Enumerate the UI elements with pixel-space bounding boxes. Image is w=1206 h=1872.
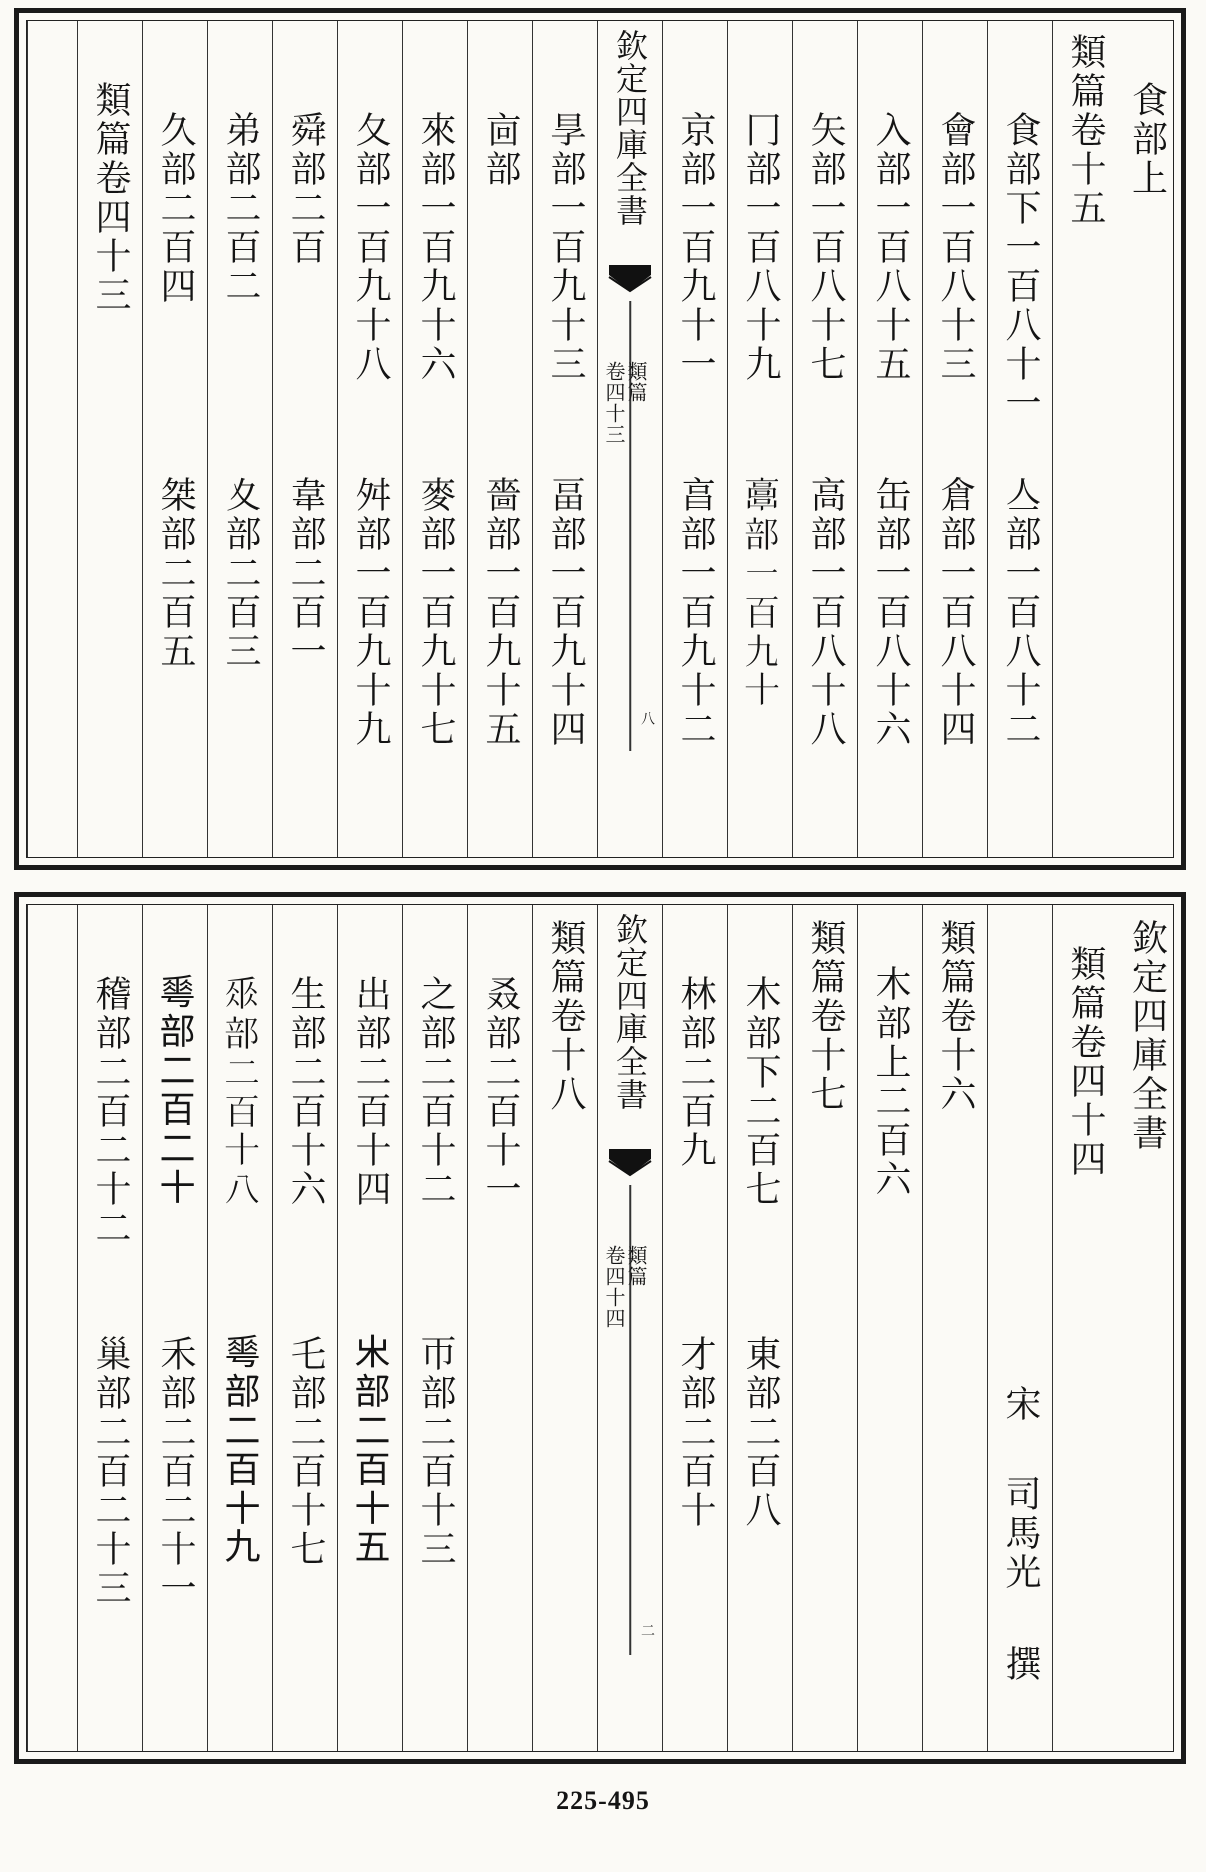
radical-entry: 夂部一百九十八 xyxy=(350,111,391,384)
folio-number: 八 xyxy=(639,711,655,725)
column xyxy=(142,21,207,857)
radical-entry: 𠌶部二百二十 xyxy=(155,975,196,1209)
radical-entry: 冂部一百八十九 xyxy=(740,111,781,384)
column xyxy=(337,905,402,1751)
volume-heading: 類篇卷四十四 xyxy=(1065,945,1106,1179)
radical-entry: 嗇部一百九十五 xyxy=(480,476,521,749)
column xyxy=(987,905,1052,1751)
fold-caption: 類篇 xyxy=(624,361,648,403)
folio-number: 二 xyxy=(639,1623,655,1637)
column xyxy=(142,905,207,1751)
radical-entry: 帀部二百十三 xyxy=(415,1335,456,1569)
fish-tail-mark-icon xyxy=(607,1147,653,1177)
author: 司馬光 xyxy=(1000,1475,1041,1592)
radical-entry: 之部二百十二 xyxy=(415,975,456,1209)
radical-entry: 巢部二百二十三 xyxy=(90,1335,131,1608)
radical-entry: 乇部二百十七 xyxy=(285,1335,326,1569)
column xyxy=(857,21,922,857)
radical-entry: 弟部二百二 xyxy=(220,111,261,306)
column xyxy=(1117,905,1176,1751)
radical-entry: 東部二百八 xyxy=(740,1335,781,1530)
radical-entry: 叒部二百十一 xyxy=(480,975,521,1209)
radical-entry: 會部一百八十三 xyxy=(935,111,976,384)
column xyxy=(792,21,857,857)
column xyxy=(27,21,77,857)
column xyxy=(922,905,987,1751)
radical-entry: 高部一百八十八 xyxy=(805,476,846,749)
column xyxy=(857,905,922,1751)
column xyxy=(207,905,272,1751)
volume-heading: 類篇卷十六 xyxy=(935,919,976,1114)
fold-title: 欽定四庫全書 xyxy=(611,913,649,1111)
radical-entry: 𩫖部一百九十 xyxy=(740,476,781,710)
column xyxy=(402,905,467,1751)
column xyxy=(467,905,532,1751)
radical-entry: 缶部一百八十六 xyxy=(870,476,911,749)
radical-entry: 才部二百十 xyxy=(675,1335,716,1530)
radical-entry: 京部一百九十一 xyxy=(675,111,716,384)
column xyxy=(662,905,727,1751)
radical-entry: 稽部二百二十二 xyxy=(90,975,131,1248)
column xyxy=(662,21,727,857)
column xyxy=(922,21,987,857)
radical-entry: 亯部一百九十二 xyxy=(675,476,716,749)
column xyxy=(77,905,142,1751)
page-number: 225-495 xyxy=(556,1786,650,1815)
radical-entry: 麥部一百九十七 xyxy=(415,476,456,749)
column xyxy=(272,21,337,857)
volume-heading: 類篇卷十七 xyxy=(805,919,846,1114)
radical-entry: 畐部一百九十四 xyxy=(545,476,586,749)
fish-tail-mark-icon xyxy=(607,263,653,293)
column xyxy=(272,905,337,1751)
radical-entry: 舜部二百 xyxy=(285,111,326,267)
compiled-by: 撰 xyxy=(1000,1645,1041,1684)
column xyxy=(1052,21,1117,857)
volume-heading: 類篇卷十五 xyxy=(1065,33,1106,228)
radical-entry: 矢部一百八十七 xyxy=(805,111,846,384)
column xyxy=(532,21,597,857)
top-page xyxy=(14,8,1186,870)
fold-caption: 卷四十四 xyxy=(602,1245,626,1329)
volume-footer: 類篇卷四十三 xyxy=(90,81,131,315)
column xyxy=(532,905,597,1751)
radical-entry: 禾部二百二十一 xyxy=(155,1335,196,1608)
radical-entry: 亼部一百八十二 xyxy=(1000,476,1041,749)
dynasty: 宋 xyxy=(1000,1385,1041,1424)
radical-entry: 桀部二百五 xyxy=(155,476,196,671)
column xyxy=(1052,905,1117,1751)
column xyxy=(27,905,77,1751)
column xyxy=(467,21,532,857)
column xyxy=(792,905,857,1751)
radical-entry: 𣎵部二百十五 xyxy=(350,1335,391,1569)
column xyxy=(207,21,272,857)
radical-entry: 㫗部一百九十三 xyxy=(545,111,586,384)
radical-entry: 食部下一百八十一 xyxy=(1000,111,1041,423)
fold-caption: 類篇 xyxy=(624,1245,648,1287)
column xyxy=(727,21,792,857)
column xyxy=(402,21,467,857)
radical-entry: 林部二百九 xyxy=(675,975,716,1170)
radical-entry: 㐭部 xyxy=(480,111,521,189)
column xyxy=(987,21,1052,857)
bottom-page xyxy=(14,892,1186,1764)
radical-entry: 倉部一百八十四 xyxy=(935,476,976,749)
column xyxy=(727,905,792,1751)
volume-heading: 類篇卷十八 xyxy=(545,919,586,1114)
radical-entry: 木部下二百七 xyxy=(740,975,781,1209)
radical-entry: 韋部二百一 xyxy=(285,476,326,671)
collection-title: 欽定四庫全書 xyxy=(1126,919,1168,1153)
column xyxy=(1117,21,1176,857)
radical-entry: 來部一百九十六 xyxy=(415,111,456,384)
section-label: 食部上 xyxy=(1126,81,1168,198)
radical-entry: 入部一百八十五 xyxy=(870,111,911,384)
radical-entry: 𠌶部二百十九 xyxy=(220,1335,261,1569)
column xyxy=(337,21,402,857)
radical-entry: 夊部二百三 xyxy=(220,476,261,671)
radical-entry: 舛部一百九十九 xyxy=(350,476,391,749)
radical-entry: 出部二百十四 xyxy=(350,975,391,1209)
radical-entry: 久部二百四 xyxy=(155,111,196,306)
column xyxy=(77,21,142,857)
fold-title: 欽定四庫全書 xyxy=(611,29,649,227)
radical-entry: 生部二百十六 xyxy=(285,975,326,1209)
radical-entry: 𠂹部二百十八 xyxy=(220,975,261,1209)
fold-caption: 卷四十三 xyxy=(602,361,626,445)
fold-column xyxy=(597,905,662,1751)
fold-column xyxy=(597,21,662,857)
radical-entry: 木部上二百六 xyxy=(870,965,911,1199)
